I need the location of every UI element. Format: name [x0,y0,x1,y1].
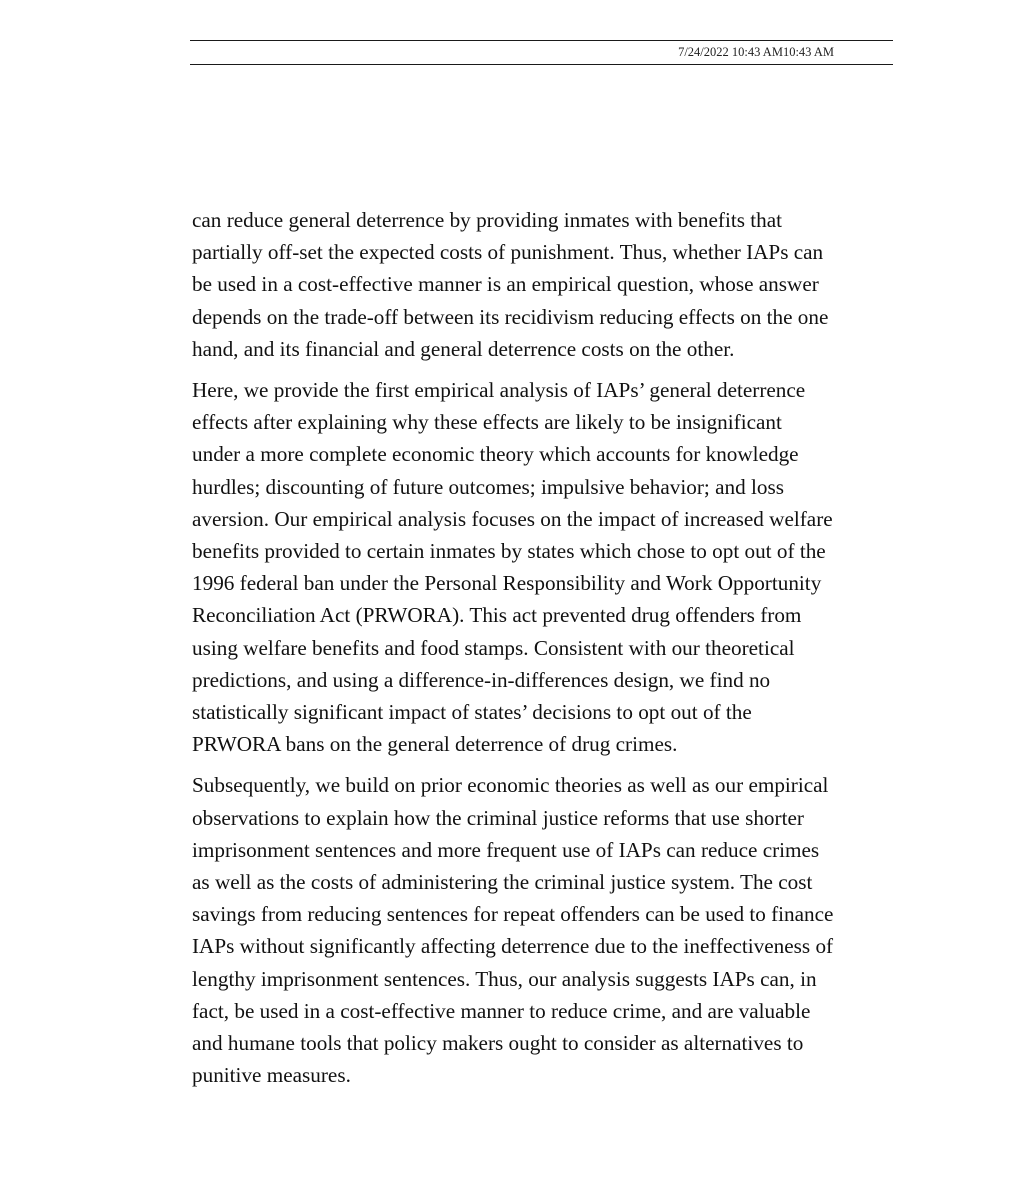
text-line: benefits provided to certain inmates by states which chose to opt out of the [192,539,826,564]
text-line: be used in a cost-effective manner is an empirical question, whose answer [192,272,819,297]
paragraph-2 [192,374,904,760]
text-line: under a more complete economic theory which accounts for knowledge [192,442,799,467]
text-line: predictions, and using a difference-in-differences design, we find no [192,667,771,692]
text-line: observations to explain how the criminal justice reforms that use shorter [192,805,804,830]
header-top-rule [190,40,893,41]
text-line: imprisonment sentences and more frequent use of IAPs can reduce crimes [192,837,820,862]
paragraph-3 [192,769,904,1091]
text-line: using welfare benefits and food stamps. Consistent with our theoretical [192,635,795,660]
text-line: and humane tools that policy makers ought to consider as alternatives to [192,1031,804,1056]
text-line: Here, we provide the first empirical analysis of IAPs’ general deterrence [192,378,806,403]
text-line: effects after explaining why these effects are likely to be insignificant [192,410,782,435]
text-line: Reconciliation Act (PRWORA). This act prevented drug offenders from [192,603,802,628]
text-line: can reduce general deterrence by providing inmates with benefits that [192,208,783,232]
document-body [192,204,904,1100]
text-line: Subsequently, we build on prior economic theories as well as our empirical [192,773,829,798]
header-timestamp: 7/24/2022 10:43 AM10:43 AM [678,45,834,59]
text-line: partially off-set the expected costs of punishment. Thus, whether IAPs can [192,240,824,265]
text-line: aversion. Our empirical analysis focuses on the impact of increased welfare [192,506,833,531]
text-line: 1996 federal ban under the Personal Responsibility and Work Opportunity [192,571,822,596]
text-line: punitive measures. [192,1063,351,1088]
text-line: hand, and its financial and general deterrence costs on the other. [192,336,735,361]
text-line: fact, be used in a cost-effective manner to reduce crime, and are valuable [192,998,811,1023]
text-line: depends on the trade-off between its recidivism reducing effects on the one [192,304,829,329]
text-line: IAPs without significantly affecting deterrence due to the ineffectiveness of [192,934,834,959]
text-line: as well as the costs of administering the criminal justice system. The cost [192,870,813,895]
header-bottom-rule [190,64,893,65]
text-line: lengthy imprisonment sentences. Thus, our analysis suggests IAPs can, in [192,966,817,991]
text-line: savings from reducing sentences for repeat offenders can be used to finance [192,902,834,927]
text-line: statistically significant impact of states’ decisions to opt out of the [192,700,752,725]
paragraph-1 [192,204,904,365]
text-line: PRWORA bans on the general deterrence of drug crimes. [192,732,678,757]
text-line: hurdles; discounting of future outcomes; impulsive behavior; and loss [192,474,784,499]
